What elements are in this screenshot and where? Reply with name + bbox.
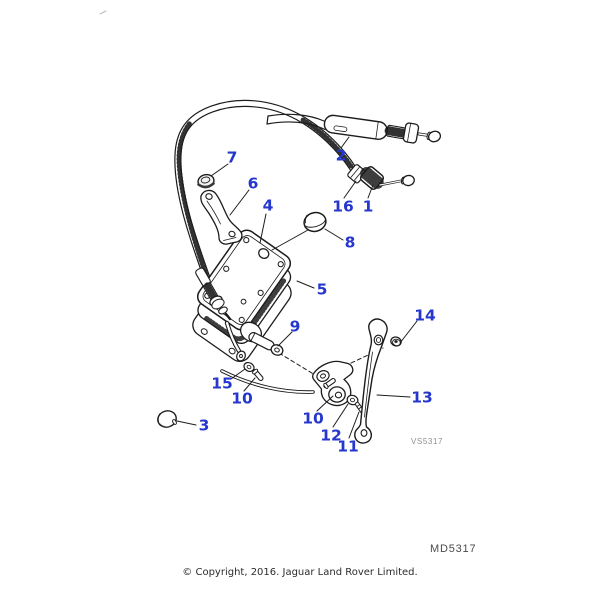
figure-code: MD5317 — [430, 543, 477, 555]
callout-3[interactable]: 3 — [198, 416, 210, 435]
part-nut-14 — [390, 336, 402, 347]
callout-8[interactable]: 8 — [344, 233, 356, 252]
part-cap-3 — [156, 409, 179, 430]
image-code: VS5317 — [411, 437, 444, 446]
callout-12[interactable]: 12 — [320, 426, 342, 445]
callout-13[interactable]: 13 — [411, 388, 433, 407]
callout-10-left[interactable]: 10 — [231, 389, 253, 408]
part-plug-8 — [272, 210, 328, 250]
callout-1[interactable]: 1 — [362, 197, 374, 216]
callout-7[interactable]: 7 — [226, 148, 238, 167]
callout-15[interactable]: 15 — [211, 374, 233, 393]
callout-2[interactable]: 2 — [335, 146, 347, 165]
callout-11[interactable]: 11 — [337, 437, 359, 456]
part-bracket-6 — [201, 190, 242, 244]
scan-speck — [100, 11, 106, 14]
callout-10-lower[interactable]: 10 — [302, 409, 324, 428]
part-lever-arm — [355, 319, 387, 443]
callout-6[interactable]: 6 — [247, 174, 259, 193]
callout-14[interactable]: 14 — [414, 306, 436, 325]
callout-9[interactable]: 9 — [289, 317, 301, 336]
callout-4[interactable]: 4 — [262, 196, 274, 215]
copyright-notice: © Copyright, 2016. Jaguar Land Rover Limited. — [182, 567, 418, 578]
part-outer-cable — [267, 114, 442, 143]
callout-5[interactable]: 5 — [316, 280, 328, 299]
part-inner-cable-ball — [380, 174, 415, 187]
callout-16[interactable]: 16 — [332, 197, 354, 216]
